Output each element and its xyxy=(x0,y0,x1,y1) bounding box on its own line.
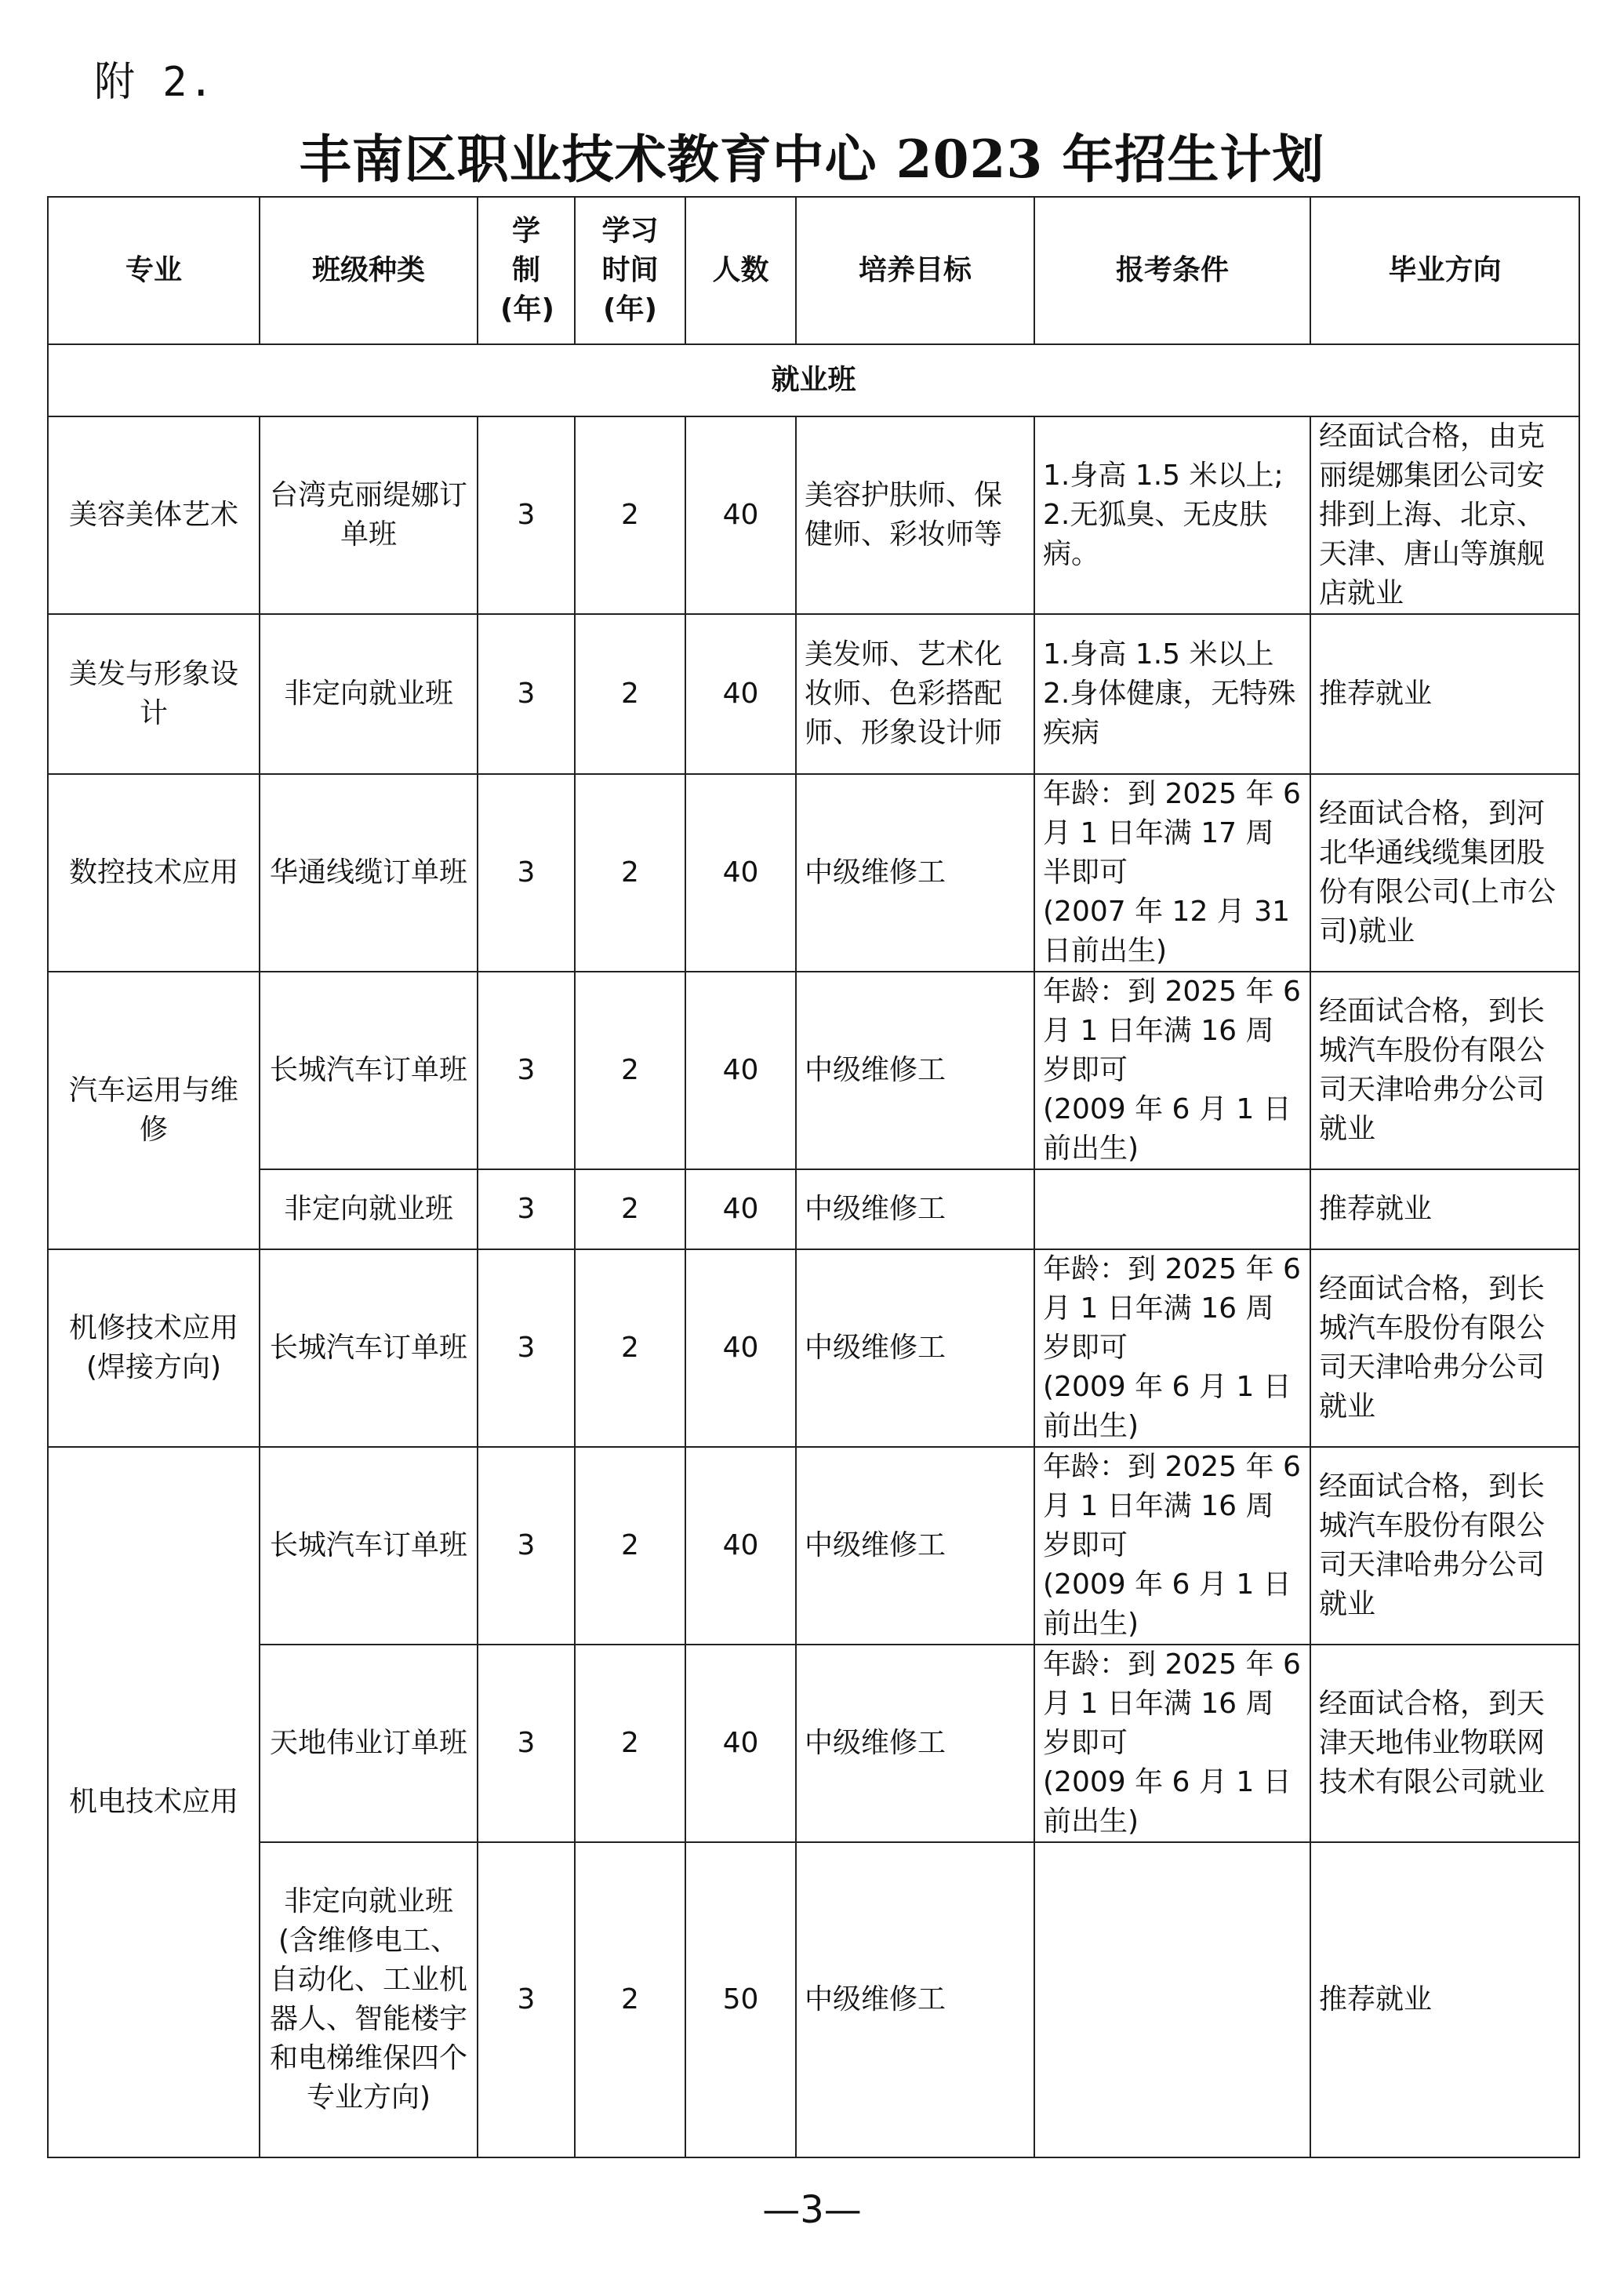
cell-count: 40 xyxy=(685,1447,796,1645)
cell-duration: 3 xyxy=(478,972,575,1169)
cell-study-time: 2 xyxy=(575,1169,685,1249)
cell-count: 40 xyxy=(685,774,796,972)
cell-goal: 中级维修工 xyxy=(796,1447,1034,1645)
cell-class-type: 长城汽车订单班 xyxy=(260,1447,478,1645)
cell-requirements: 年龄：到 2025 年 6 月 1 日年满 17 周半即可 (2007 年 12 月 31 日前出生) xyxy=(1034,774,1310,972)
cell-requirements: 年龄：到 2025 年 6 月 1 日年满 16 周岁即可 (2009 年 6 月 1 日前出生) xyxy=(1034,1645,1310,1842)
cell-destination: 推荐就业 xyxy=(1310,1169,1579,1249)
table-row xyxy=(48,1447,1579,1645)
cell-destination: 经面试合格，由克丽缇娜集团公司安排到上海、北京、天津、唐山等旗舰店就业 xyxy=(1310,416,1579,614)
cell-count: 50 xyxy=(685,1842,796,2157)
header-major: 专业 xyxy=(48,197,260,344)
cell-class-type: 非定向就业班 xyxy=(260,1169,478,1249)
cell-goal: 美容护肤师、保健师、彩妆师等 xyxy=(796,416,1034,614)
table-row xyxy=(48,1169,1579,1249)
cell-destination: 经面试合格，到长城汽车股份有限公司天津哈弗分公司就业 xyxy=(1310,1249,1579,1447)
page-title: 丰南区职业技术教育中心 2023 年招生计划 xyxy=(299,129,1325,190)
table-row xyxy=(48,416,1579,614)
cell-requirements xyxy=(1034,1169,1310,1249)
cell-goal: 中级维修工 xyxy=(796,1249,1034,1447)
table-row xyxy=(48,614,1579,774)
cell-duration: 3 xyxy=(478,416,575,614)
cell-class-type: 长城汽车订单班 xyxy=(260,1249,478,1447)
cell-class-type: 天地伟业订单班 xyxy=(260,1645,478,1842)
table-row xyxy=(48,1645,1579,1842)
annex-label: 附 2. xyxy=(94,59,215,106)
cell-requirements: 年龄：到 2025 年 6 月 1 日年满 16 周岁即可 (2009 年 6 月 1 日前出生) xyxy=(1034,1447,1310,1645)
cell-destination: 经面试合格，到河北华通线缆集团股份有限公司(上市公司)就业 xyxy=(1310,774,1579,972)
header-requirements: 报考条件 xyxy=(1034,197,1310,344)
header-count: 人数 xyxy=(685,197,796,344)
cell-study-time: 2 xyxy=(575,1645,685,1842)
cell-count: 40 xyxy=(685,1169,796,1249)
cell-duration: 3 xyxy=(478,1842,575,2157)
cell-requirements: 1.身高 1.5 米以上; 2.无狐臭、无皮肤病。 xyxy=(1034,416,1310,614)
cell-count: 40 xyxy=(685,972,796,1169)
cell-class-type: 非定向就业班 xyxy=(260,614,478,774)
header-destination: 毕业方向 xyxy=(1310,197,1579,344)
cell-major: 机修技术应用 (焊接方向) xyxy=(48,1249,260,1447)
cell-count: 40 xyxy=(685,1645,796,1842)
cell-class-type: 非定向就业班(含维修电工、自动化、工业机器人、智能楼宇和电梯维保四个专业方向) xyxy=(260,1842,478,2157)
table-row xyxy=(48,972,1579,1169)
page-number: —3— xyxy=(762,2188,862,2232)
header-study-time: 学习时间(年) xyxy=(575,197,685,344)
cell-study-time: 2 xyxy=(575,972,685,1169)
cell-study-time: 2 xyxy=(575,1249,685,1447)
cell-duration: 3 xyxy=(478,1169,575,1249)
cell-requirements: 年龄：到 2025 年 6 月 1 日年满 16 周岁即可 (2009 年 6 月 1 日前出生) xyxy=(1034,972,1310,1169)
cell-goal: 美发师、艺术化妆师、色彩搭配师、形象设计师 xyxy=(796,614,1034,774)
table-row xyxy=(48,1249,1579,1447)
table-row xyxy=(48,774,1579,972)
cell-study-time: 2 xyxy=(575,416,685,614)
cell-major: 汽车运用与维修 xyxy=(48,972,260,1249)
cell-duration: 3 xyxy=(478,774,575,972)
cell-duration: 3 xyxy=(478,1249,575,1447)
cell-requirements: 年龄：到 2025 年 6 月 1 日年满 16 周岁即可 (2009 年 6 月 1 日前出生) xyxy=(1034,1249,1310,1447)
cell-requirements xyxy=(1034,1842,1310,2157)
cell-goal: 中级维修工 xyxy=(796,1169,1034,1249)
cell-major: 美容美体艺术 xyxy=(48,416,260,614)
cell-requirements: 1.身高 1.5 米以上 2.身体健康，无特殊疾病 xyxy=(1034,614,1310,774)
cell-destination: 推荐就业 xyxy=(1310,1842,1579,2157)
cell-study-time: 2 xyxy=(575,774,685,972)
enrollment-plan-table xyxy=(47,196,1580,2158)
cell-goal: 中级维修工 xyxy=(796,1645,1034,1842)
cell-duration: 3 xyxy=(478,1645,575,1842)
cell-major: 美发与形象设计 xyxy=(48,614,260,774)
cell-goal: 中级维修工 xyxy=(796,774,1034,972)
header-goal: 培养目标 xyxy=(796,197,1034,344)
cell-count: 40 xyxy=(685,1249,796,1447)
cell-study-time: 2 xyxy=(575,614,685,774)
cell-goal: 中级维修工 xyxy=(796,1842,1034,2157)
cell-count: 40 xyxy=(685,416,796,614)
header-class-type: 班级种类 xyxy=(260,197,478,344)
section-row xyxy=(48,344,1579,416)
cell-destination: 推荐就业 xyxy=(1310,614,1579,774)
cell-study-time: 2 xyxy=(575,1842,685,2157)
header-duration: 学制(年) xyxy=(478,197,575,344)
section-label: 就业班 xyxy=(48,344,1579,416)
cell-major: 机电技术应用 xyxy=(48,1447,260,2157)
cell-study-time: 2 xyxy=(575,1447,685,1645)
cell-major: 数控技术应用 xyxy=(48,774,260,972)
cell-class-type: 华通线缆订单班 xyxy=(260,774,478,972)
table-header-row xyxy=(48,197,1579,344)
cell-count: 40 xyxy=(685,614,796,774)
cell-class-type: 台湾克丽缇娜订单班 xyxy=(260,416,478,614)
cell-goal: 中级维修工 xyxy=(796,972,1034,1169)
cell-destination: 经面试合格，到长城汽车股份有限公司天津哈弗分公司就业 xyxy=(1310,1447,1579,1645)
cell-duration: 3 xyxy=(478,1447,575,1645)
cell-destination: 经面试合格，到长城汽车股份有限公司天津哈弗分公司就业 xyxy=(1310,972,1579,1169)
cell-class-type: 长城汽车订单班 xyxy=(260,972,478,1169)
cell-destination: 经面试合格，到天津天地伟业物联网技术有限公司就业 xyxy=(1310,1645,1579,1842)
table-row xyxy=(48,1842,1579,2157)
cell-duration: 3 xyxy=(478,614,575,774)
